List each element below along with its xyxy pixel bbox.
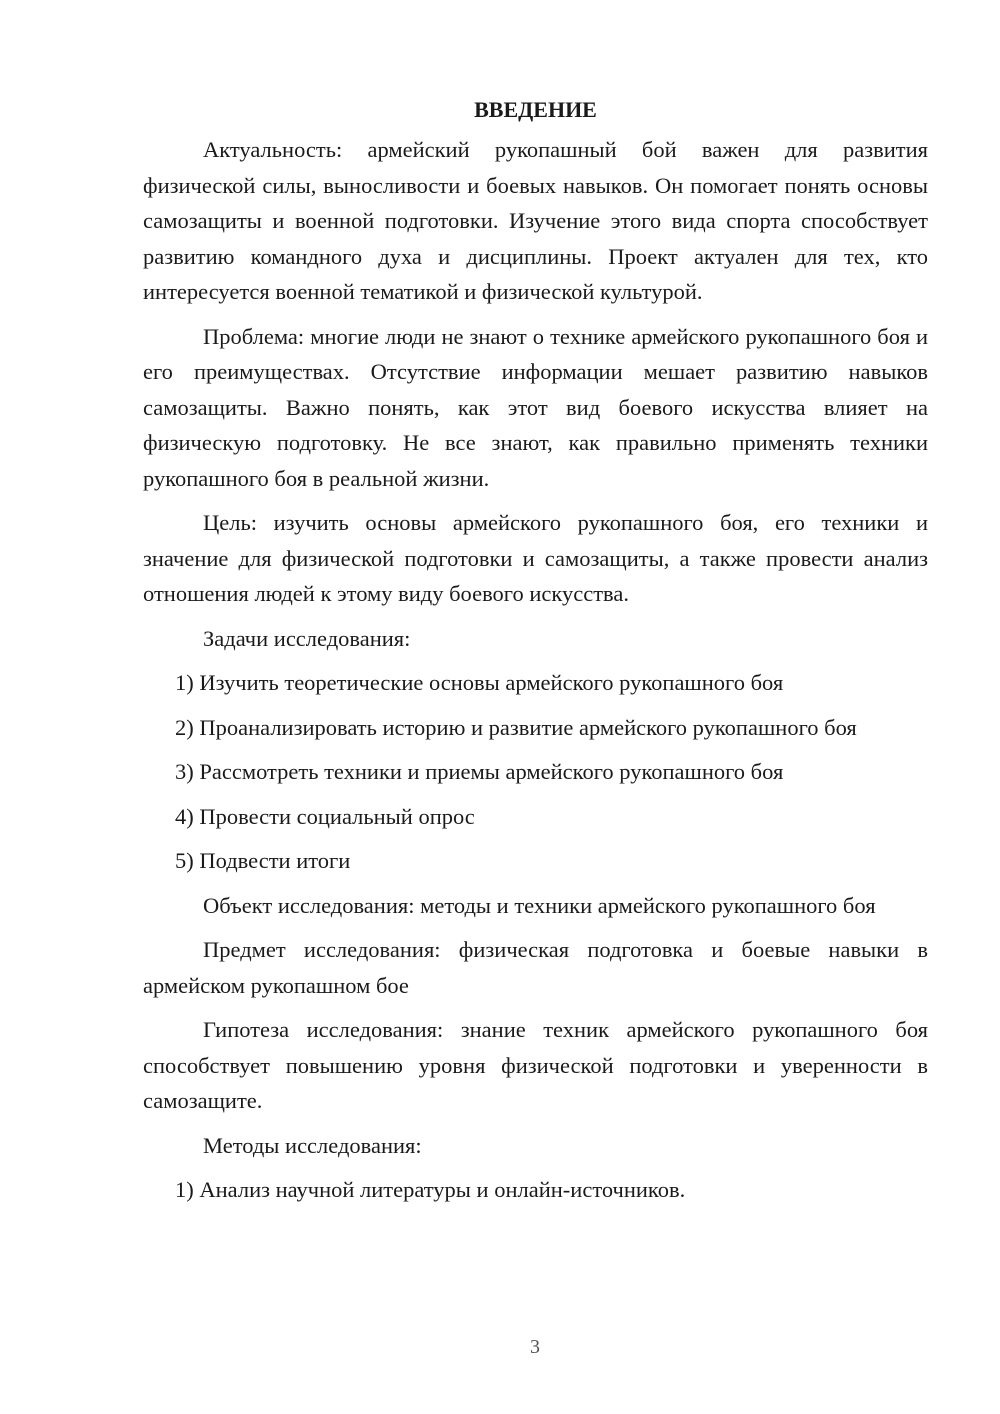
hypothesis-paragraph: Гипотеза исследования: знание техник армейского рукопашного боя способствует повышению уровня физической подготовки и уверенности в самозащите. [143,1017,928,1113]
methods-heading: Методы исследования: [203,1132,422,1158]
task-item: 3) Рассмотреть техники и приемы армейского рукопашного боя [175,759,784,784]
page-title: ВВЕДЕНИЕ [474,97,597,122]
tasks-heading: Задачи исследования: [203,625,411,651]
goal-paragraph: Цель: изучить основы армейского рукопашного боя, его техники и значение для физической подготовки и самозащиты, а также провести анализ отношения людей к этому виду боевого искусства. [143,510,928,606]
page-number: 3 [530,1336,540,1358]
task-item: 2) Проанализировать историю и развитие армейского рукопашного боя [175,714,857,740]
relevance-paragraph: Актуальность: армейский рукопашный бой важен для развития физической силы, выносливости и боевых навыков. Он помогает понять основы самозащиты и военной подготовки. Изучение этого вида спорта способствует развитию командного духа и дисциплины. Проект актуален для тех, кто интересуется военной тематикой и физической культурой. [143,137,928,304]
subject-paragraph: Предмет исследования: физическая подготовка и боевые навыки в армейском рукопашном бое [143,937,928,998]
task-item: 4) Провести социальный опрос [175,803,475,829]
document-page [143,94,928,1208]
problem-paragraph: Проблема: многие люди не знают о технике армейского рукопашного боя и его преимуществах. Отсутствие информации мешает развитию навыков самозащиты. Важно понять, как этот вид боевого искусства влияет на физическую подготовку. Не все знают, как правильно применять техники рукопашного боя в реальной жизни. [143,323,928,491]
method-item: 1) Анализ научной литературы и онлайн-источников. [175,1177,686,1202]
task-item: 5) Подвести итоги [175,848,351,873]
object-paragraph: Объект исследования: методы и техники армейского рукопашного боя [203,892,876,918]
task-item: 1) Изучить теоретические основы армейского рукопашного боя [175,670,784,695]
